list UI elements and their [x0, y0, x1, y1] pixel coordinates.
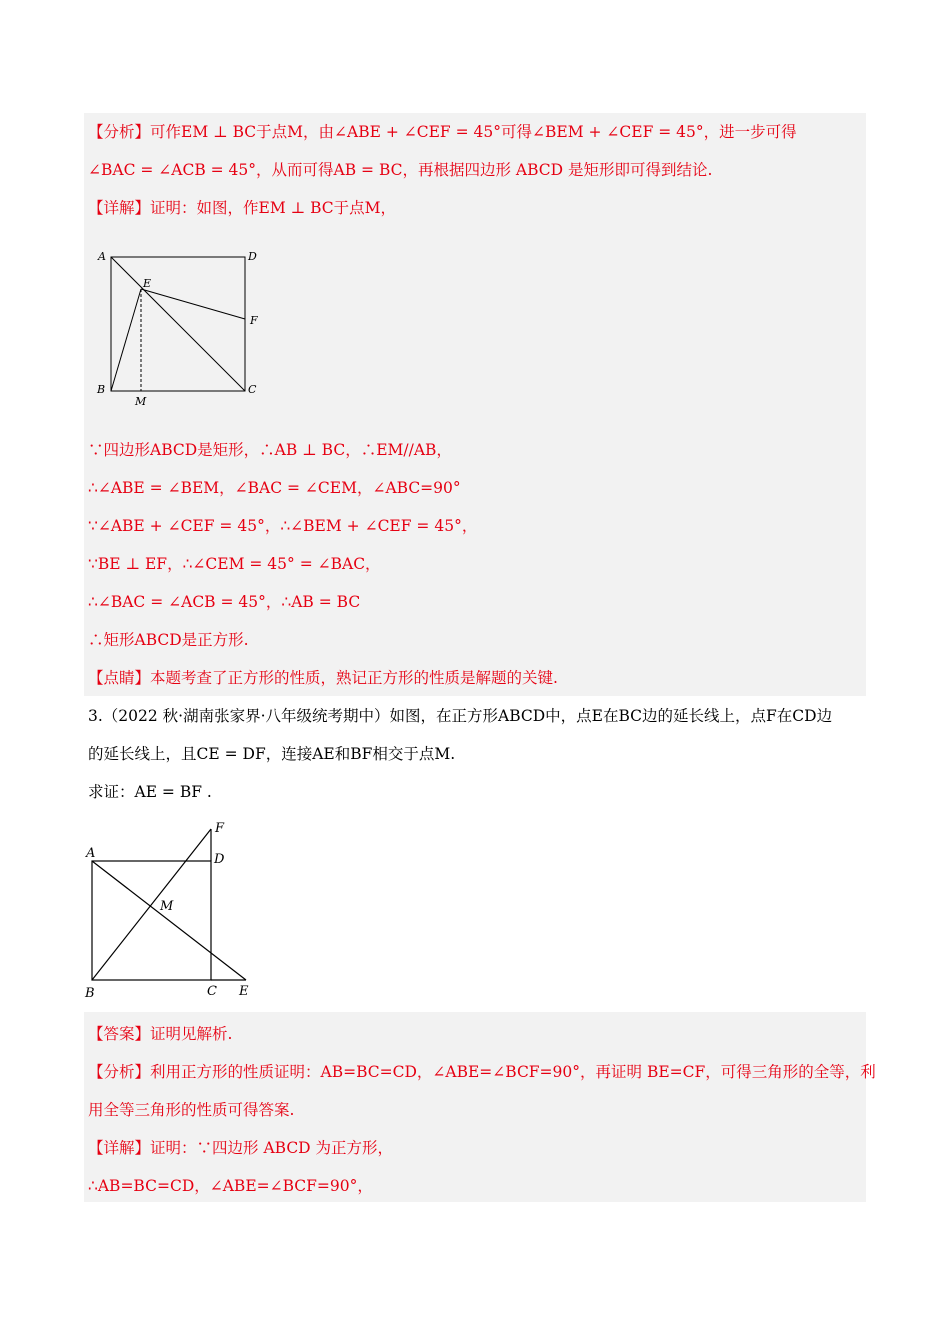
detail-text: 证明：∵四边形 ABCD 为正方形， — [150, 1139, 394, 1157]
analysis-1 — [88, 122, 864, 142]
answer-text: 证明见解析. — [150, 1025, 233, 1043]
analysis-tag: 【分析】 — [88, 1063, 151, 1081]
detail-3 — [88, 1138, 864, 1158]
label-A: A — [98, 250, 106, 263]
label-A: A — [86, 846, 96, 861]
detail-intro: 证明：如图，作EM ⊥ BC于点M， — [150, 199, 397, 217]
problem-3-line2: 的延长线上，且CE = DF，连接AE和BF相交于点M. — [88, 745, 456, 763]
analysis-3 — [88, 1062, 876, 1082]
answer-3 — [88, 1024, 864, 1044]
label-C: C — [248, 383, 257, 396]
label-B: B — [85, 986, 95, 1001]
step-5: ∴∠BAC = ∠ACB = 45°，∴AB = BC — [88, 593, 361, 611]
label-M: M — [160, 899, 174, 914]
detail-1 — [88, 198, 864, 218]
step-1: ∵四边形ABCD是矩形，∴AB ⊥ BC，∴EM//AB， — [88, 441, 452, 459]
detail-3-line2: ∴AB=BC=CD，∠ABE=∠BCF=90°， — [88, 1177, 373, 1195]
comment-1 — [88, 668, 864, 688]
analysis-text: 利用正方形的性质证明：AB=BC=CD，∠ABE=∠BCF=90°，再证明 BE=CF，可得三角形的全等，利 — [150, 1063, 876, 1081]
label-E: E — [239, 984, 249, 999]
figure-1 — [90, 245, 270, 415]
detail-tag: 【详解】 — [88, 1139, 151, 1157]
label-B: B — [97, 383, 106, 396]
label-D: D — [214, 852, 225, 867]
step-4: ∵BE ⊥ EF，∴∠CEM = 45° = ∠BAC， — [88, 555, 381, 573]
problem-3-prove: 求证：AE = BF . — [88, 783, 212, 801]
figure-2 — [82, 815, 262, 1005]
comment-text: 本题考查了正方形的性质，熟记正方形的性质是解题的关键. — [150, 669, 558, 687]
label-C: C — [207, 984, 217, 999]
label-F: F — [250, 314, 258, 327]
label-E: E — [143, 277, 152, 290]
label-M: M — [135, 395, 147, 408]
step-3: ∵∠ABE + ∠CEF = 45°，∴∠BEM + ∠CEF = 45°， — [88, 517, 478, 535]
label-F: F — [215, 821, 225, 836]
analysis-1-line2: ∠BAC = ∠ACB = 45°，从而可得AB = BC，再根据四边形 ABCD 是矩形即可得到结论. — [88, 161, 713, 179]
comment-tag: 【点睛】 — [88, 669, 151, 687]
problem-3-line1: 3.（2022 秋·湖南张家界·八年级统考期中）如图，在正方形ABCD中，点E在BC边的延长线上，点F在CD边 — [88, 707, 833, 725]
analysis-text: 可作EM ⊥ BC于点M，由∠ABE + ∠CEF = 45°可得∠BEM + ∠CEF = 45°，进一步可得 — [150, 123, 797, 141]
step-6: ∴矩形ABCD是正方形. — [88, 631, 249, 649]
step-2: ∴∠ABE = ∠BEM，∠BAC = ∠CEM，∠ABC=90° — [88, 479, 461, 497]
analysis-tag: 【分析】 — [88, 123, 151, 141]
answer-tag: 【答案】 — [88, 1025, 151, 1043]
analysis-3-line2: 用全等三角形的性质可得答案. — [88, 1101, 295, 1119]
detail-tag: 【详解】 — [88, 199, 151, 217]
label-D: D — [248, 250, 257, 263]
